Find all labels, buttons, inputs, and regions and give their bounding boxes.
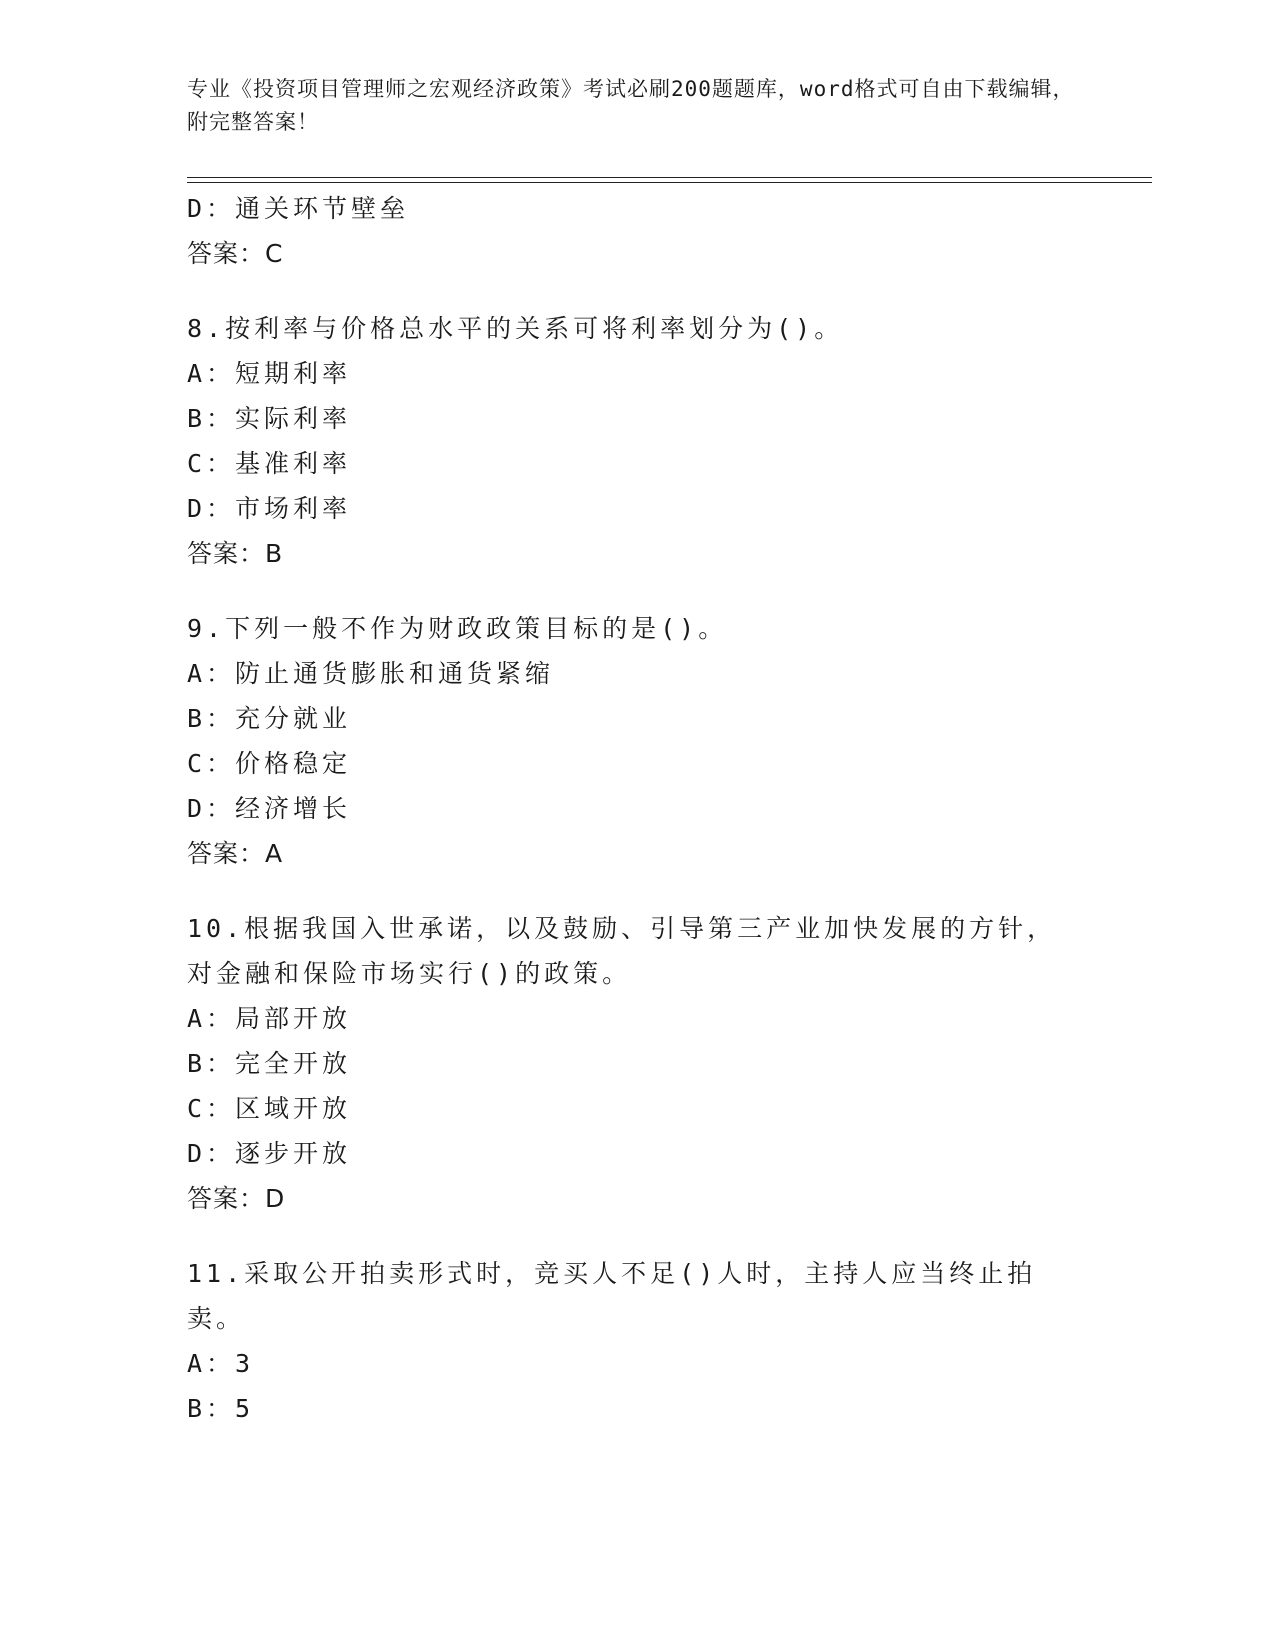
answer-line <box>187 231 1087 276</box>
option-d: D：市场利率 <box>187 494 352 523</box>
answer-value: D <box>265 1184 286 1213</box>
option-c: C：基准利率 <box>187 449 352 478</box>
option-b: B：完全开放 <box>187 1049 352 1078</box>
question-list <box>187 186 1087 1431</box>
question-block <box>187 306 1087 576</box>
question-block <box>187 186 1087 276</box>
option-d: D：通关环节壁垒 <box>187 194 410 223</box>
answer-line <box>187 1176 1087 1221</box>
answer-label: 答案： <box>187 1184 266 1213</box>
header-rule-bottom <box>187 182 1152 183</box>
question-text: 9.下列一般不作为财政政策目标的是()。 <box>187 614 728 643</box>
question-text: 11.采取公开拍卖形式时，竞买人不足()人时，主持人应当终止拍卖。 <box>187 1259 1037 1333</box>
answer-value: A <box>265 839 284 868</box>
option-c: C：价格稳定 <box>187 749 352 778</box>
document-header: 专业《投资项目管理师之宏观经济政策》考试必刷200题题库，word格式可自由下载编辑，附完整答案！ <box>187 77 1075 134</box>
header-rule-top <box>187 177 1152 178</box>
option-c: C：区域开放 <box>187 1094 352 1123</box>
answer-line <box>187 531 1087 576</box>
option-b: B：5 <box>187 1394 255 1423</box>
answer-value: C <box>265 239 284 268</box>
option-d: D：经济增长 <box>187 794 352 823</box>
question-block <box>187 1251 1087 1431</box>
question-block <box>187 906 1087 1221</box>
option-a: A：短期利率 <box>187 359 352 388</box>
answer-value: B <box>265 539 284 568</box>
question-text: 8.按利率与价格总水平的关系可将利率划分为()。 <box>187 314 844 343</box>
option-a: A：防止通货膨胀和通货紧缩 <box>187 659 555 688</box>
option-b: B：实际利率 <box>187 404 352 433</box>
question-block <box>187 606 1087 876</box>
option-b: B：充分就业 <box>187 704 352 733</box>
answer-label: 答案： <box>187 539 266 568</box>
question-text: 10.根据我国入世承诺，以及鼓励、引导第三产业加快发展的方针，对金融和保险市场实行()的政策。 <box>187 914 1057 988</box>
option-a: A：局部开放 <box>187 1004 352 1033</box>
option-d: D：逐步开放 <box>187 1139 352 1168</box>
answer-line <box>187 831 1087 876</box>
answer-label: 答案： <box>187 239 266 268</box>
answer-label: 答案： <box>187 839 266 868</box>
option-a: A：3 <box>187 1349 255 1378</box>
